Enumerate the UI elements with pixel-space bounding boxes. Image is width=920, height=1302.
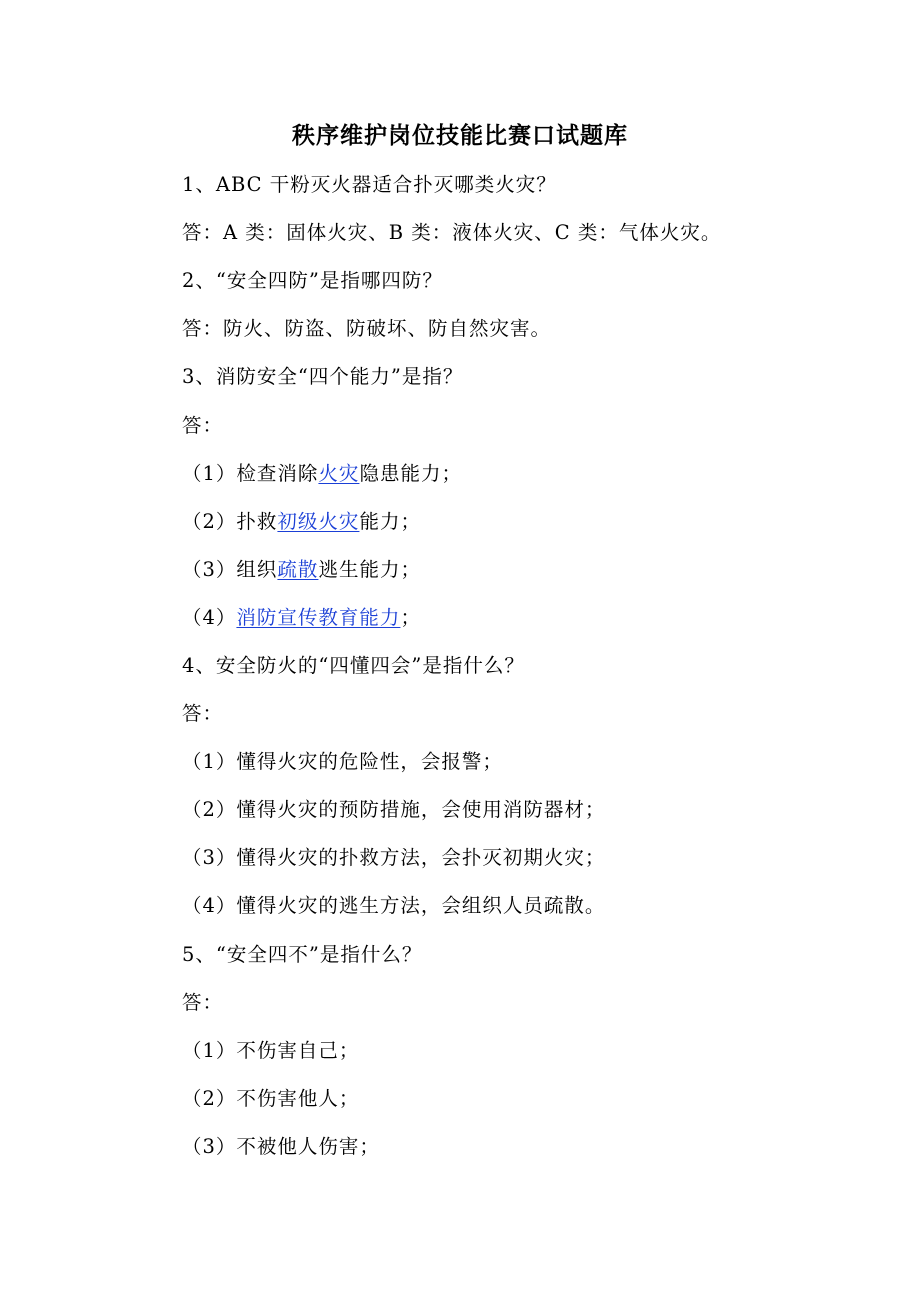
link-initial-fire[interactable]: 初级火灾 — [277, 510, 360, 533]
answer-4-label: 答： — [182, 702, 224, 725]
item-text: （1）检查消除 — [182, 462, 319, 485]
link-fire-disaster[interactable]: 火灾 — [318, 462, 360, 485]
answer-4-item-3: （3）懂得火灾的扑救方法，会扑灭初期火灾； — [182, 846, 606, 869]
answer-5-label: 答： — [182, 991, 224, 1014]
item-text: （3）组织 — [182, 558, 278, 581]
answer-3-item-4 — [182, 603, 421, 633]
item-text: 逃生能力； — [318, 558, 421, 581]
answer-4-item-4: （4）懂得火灾的逃生方法，会组织人员疏散。 — [182, 894, 606, 917]
answer-1: 答：A 类：固体火灾、B 类：液体火灾、C 类：气体火灾。 — [182, 221, 722, 244]
question-3: 3、消防安全“四个能力”是指？ — [182, 365, 464, 388]
answer-3-item-3 — [182, 555, 421, 585]
item-text: ； — [400, 606, 421, 629]
answer-3-item-1 — [182, 459, 462, 489]
question-2: 2、“安全四防”是指哪四防？ — [182, 269, 443, 292]
question-1: 1、ABC 干粉灭火器适合扑灭哪类火灾？ — [182, 173, 557, 196]
item-text: 能力； — [359, 510, 421, 533]
question-5: 5、“安全四不”是指什么？ — [182, 943, 423, 966]
item-text: （2）扑救 — [182, 510, 278, 533]
item-text: （4） — [182, 606, 237, 629]
answer-4-item-2: （2）懂得火灾的预防措施，会使用消防器材； — [182, 798, 606, 821]
answer-5-item-3: （3）不被他人伤害； — [182, 1135, 380, 1158]
answer-2: 答：防火、防盗、防破坏、防自然灾害。 — [182, 317, 552, 340]
question-4: 4、安全防火的“四懂四会”是指什么？ — [182, 654, 525, 677]
answer-5-item-1: （1）不伤害自己； — [182, 1039, 360, 1062]
link-evacuation[interactable]: 疏散 — [277, 558, 319, 581]
link-fire-education[interactable]: 消防宣传教育能力 — [236, 606, 401, 629]
answer-3-item-2 — [182, 507, 421, 537]
answer-4-item-1: （1）懂得火灾的危险性，会报警； — [182, 750, 503, 773]
answer-3-label: 答： — [182, 414, 224, 437]
document-title: 秩序维护岗位技能比赛口试题库 — [292, 122, 628, 149]
item-text: 隐患能力； — [359, 462, 462, 485]
answer-5-item-2: （2）不伤害他人； — [182, 1087, 360, 1110]
